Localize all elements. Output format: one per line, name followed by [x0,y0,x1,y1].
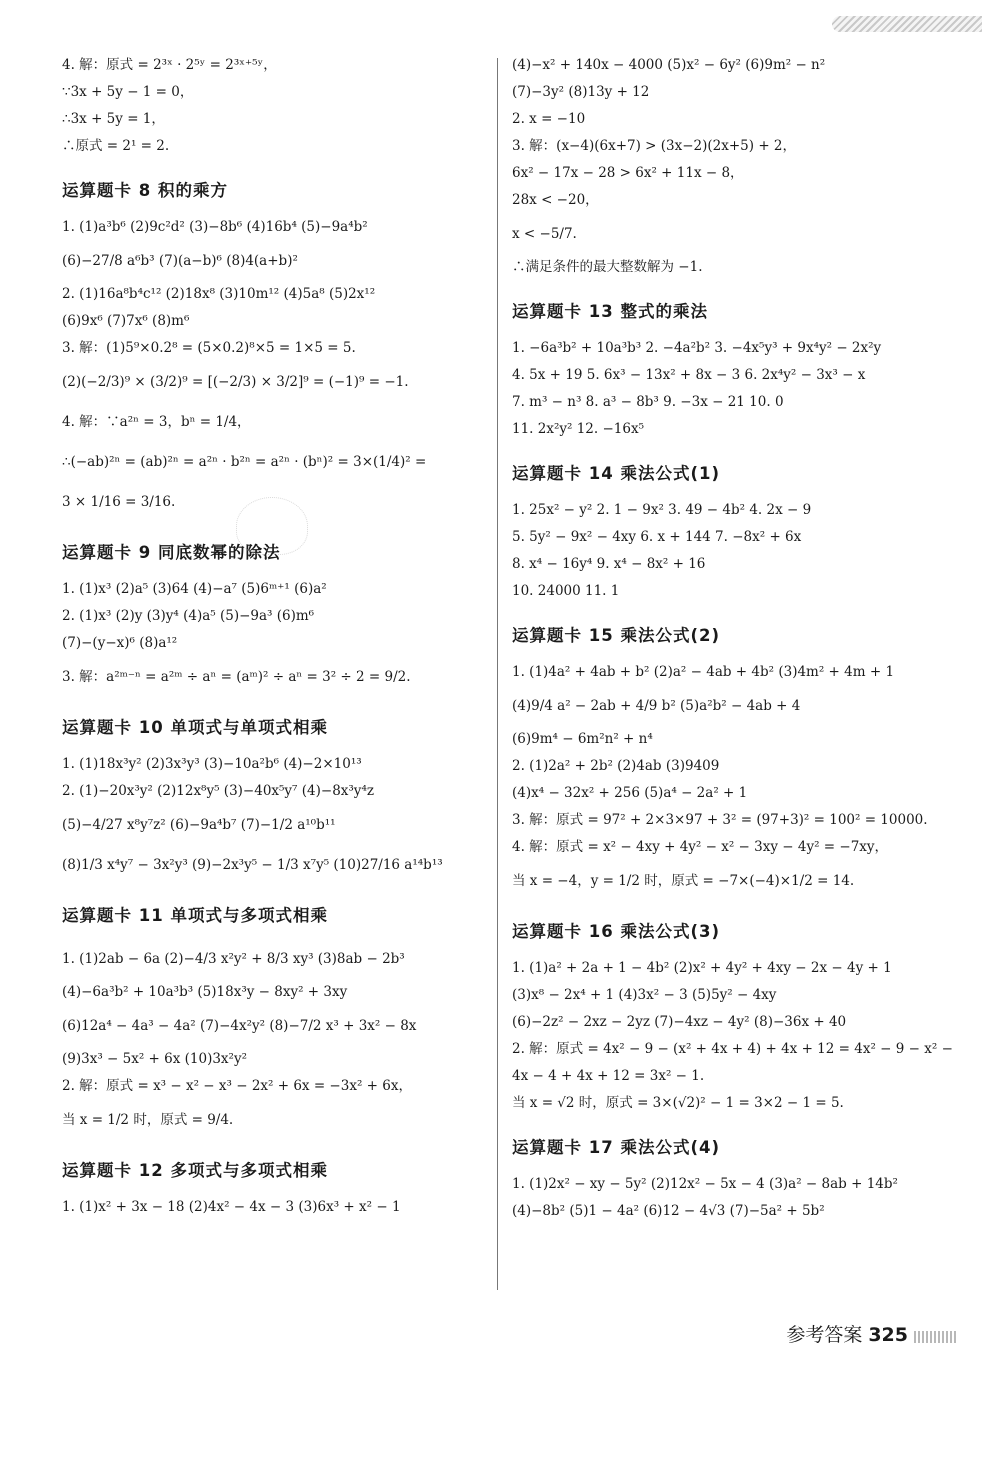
section-title: 运算题卡 14 乘法公式(1) [512,464,721,483]
answer-line: 11. 2x²y² 12. −16x⁵ [512,421,644,437]
answer-section [62,174,487,522]
answer-line: 8. x⁴ − 16y⁴ 9. x⁴ − 8x² + 16 [512,556,706,572]
answer-line: 2. (1)x³ (2)y (3)y⁴ (4)a⁵ (5)−9a³ (6)m⁶ [62,608,315,624]
answer-line: ∴满足条件的最大整数解为 −1. [512,259,703,275]
answer-line: 1. (1)18x³y² (2)3x³y³ (3)−10a²b⁶ (4)−2×10¹³ [62,756,362,772]
page-footer [786,1317,958,1353]
answer-section [62,899,487,1140]
answer-line: (3)x⁸ − 2x⁴ + 1 (4)3x² − 3 (5)5y² − 4xy [512,987,777,1003]
section-title: 运算题卡 17 乘法公式(4) [512,1138,721,1157]
answer-section [62,711,487,885]
section-title: 运算题卡 8 积的乘方 [62,181,228,200]
answer-line: 1. (1)a³b⁶ (2)9c²d² (3)−8b⁶ (4)16b⁴ (5)−9a⁴b² [62,219,368,235]
section-title: 运算题卡 10 单项式与单项式相乘 [62,718,328,737]
answer-line: 4x − 4 + 4x + 12 = 3x² − 1. [512,1068,705,1084]
section-title: 运算题卡 12 多项式与多项式相乘 [62,1161,328,1180]
answer-line: 10. 24000 11. 1 [512,583,620,599]
section-title: 运算题卡 15 乘法公式(2) [512,626,721,645]
answer-line: (9)3x³ − 5x² + 6x (10)3x²y² [62,1051,247,1067]
answer-line: 4. 解：∵a²ⁿ = 3，bⁿ = 1/4， [62,414,251,430]
right-column [512,50,962,1225]
answer-line: (8)1/3 x⁴y⁷ − 3x²y³ (9)−2x³y⁵ − 1/3 x⁷y⁵ (10)27/16 a¹⁴b¹³ [62,857,443,873]
answer-line: 3. 解：(x−4)(6x+7) > (3x−2)(2x+5) + 2， [512,138,797,154]
answer-section [512,295,962,443]
section-title: 运算题卡 11 单项式与多项式相乘 [62,906,328,925]
answer-line: 1. 25x² − y² 2. 1 − 9x² 3. 49 − 4b² 4. 2x − 9 [512,502,812,518]
answer-line: 2. (1)−20x³y² (2)12x⁸y⁵ (3)−40x⁵y⁷ (4)−8x³y⁴z [62,783,374,799]
answer-line: (6)9x⁶ (7)7x⁶ (8)m⁶ [62,313,190,329]
answer-line: (4)9/4 a² − 2ab + 4/9 b² (5)a²b² − 4ab + 4 [512,698,801,714]
answer-section [512,52,962,281]
corner-decoration [832,16,982,32]
answer-line: 6x² − 17x − 28 > 6x² + 11x − 8， [512,165,744,181]
answer-line: ∴(−ab)²ⁿ = (ab)²ⁿ = a²ⁿ · b²ⁿ = a²ⁿ · (bⁿ)² = 3×(1/4)² = [62,454,427,470]
answer-line: 1. −6a³b² + 10a³b³ 2. −4a²b² 3. −4x⁵y³ + 9x⁴y² − 2x²y [512,340,882,356]
answer-line: 当 x = √2 时，原式 = 3×(√2)² − 1 = 3×2 − 1 = 5. [512,1095,844,1111]
answer-line: 1. (1)4a² + 4ab + b² (2)a² − 4ab + 4b² (3)4m² + 4m + 1 [512,664,895,680]
answer-line: x < −5/7. [512,226,577,242]
answer-line: 2. 解：原式 = x³ − x² − x³ − 2x² + 6x = −3x² + 6x， [62,1078,412,1094]
answer-line: (4)x⁴ − 32x² + 256 (5)a⁴ − 2a² + 1 [512,785,748,801]
answer-line: (6)9m⁴ − 6m²n² + n⁴ [512,731,653,747]
answer-line: ∵3x + 5y − 1 = 0， [62,84,194,100]
answer-line: 1. (1)x² + 3x − 18 (2)4x² − 4x − 3 (3)6x³ + x² − 1 [62,1199,401,1215]
answer-line: (4)−8b² (5)1 − 4a² (6)12 − 4√3 (7)−5a² + 5b² [512,1203,825,1219]
section-title: 运算题卡 16 乘法公式(3) [512,922,721,941]
answer-line: 1. (1)2ab − 6a (2)−4/3 x²y² + 8/3 xy³ (3)8ab − 2b³ [62,951,405,967]
answer-line: 3. 解：a²ᵐ⁻ⁿ = a²ᵐ ÷ aⁿ = (aᵐ)² ÷ aⁿ = 3² ÷ 2 = 9/2. [62,669,411,685]
answer-line: (4)−x² + 140x − 4000 (5)x² − 6y² (6)9m² − n² [512,57,826,73]
answer-line: (5)−4/27 x⁸y⁷z² (6)−9a⁴b⁷ (7)−1/2 a¹⁰b¹¹ [62,817,336,833]
answer-line: 4. 解：原式 = x² − 4xy + 4y² − x² − 3xy − 4y² = −7xy， [512,839,889,855]
section-title: 运算题卡 9 同底数幂的除法 [62,543,281,562]
answer-section [62,52,487,160]
answer-line: 当 x = −4，y = 1/2 时，原式 = −7×(−4)×1/2 = 14. [512,873,855,889]
answer-line: 4. 5x + 19 5. 6x³ − 13x² + 8x − 3 6. 2x⁴y² − 3x³ − x [512,367,866,383]
answer-line: 2. (1)2a² + 2b² (2)4ab (3)9409 [512,758,720,774]
column-divider [497,58,498,1290]
answer-line: (6)−2z² − 2xz − 2yz (7)−4xz − 4y² (8)−36x + 40 [512,1014,847,1030]
answer-line: 3 × 1/16 = 3/16. [62,494,176,510]
answer-line: ∴原式 = 2¹ = 2. [62,138,170,154]
answer-line: 5. 5y² − 9x² − 4xy 6. x + 144 7. −8x² + 6x [512,529,802,545]
answer-line: 1. (1)a² + 2a + 1 − 4b² (2)x² + 4y² + 4xy − 2x − 4y + 1 [512,960,892,976]
answer-section [512,619,962,901]
answer-line: 28x < −20， [512,192,599,208]
answer-line: (4)−6a³b² + 10a³b³ (5)18x³y − 8xy² + 3xy [62,984,348,1000]
answer-line: 2. (1)16a⁸b⁴c¹² (2)18x⁸ (3)10m¹² (4)5a⁸ (5)2x¹² [62,286,376,302]
answer-section [512,915,962,1117]
answer-section [62,1154,487,1221]
page-number: 325 [868,1324,908,1346]
answer-line: 2. 解：原式 = 4x² − 9 − (x² + 4x + 4) + 4x + 12 = 4x² − 9 − x² − [512,1041,953,1057]
answer-line: 4. 解：原式 = 2³ˣ · 2⁵ʸ = 2³ˣ⁺⁵ʸ， [62,57,277,73]
answer-line: 7. m³ − n³ 8. a³ − 8b³ 9. −3x − 21 10. 0 [512,394,784,410]
answer-line: 1. (1)2x² − xy − 5y² (2)12x² − 5x − 4 (3)a² − 8ab + 14b² [512,1176,898,1192]
answer-line: (6)−27/8 a⁶b³ (7)(a−b)⁶ (8)4(a+b)² [62,253,298,269]
answer-line: 3. 解：原式 = 97² + 2×3×97 + 3² = (97+3)² = 100² = 10000. [512,812,928,828]
answer-line: 2. x = −10 [512,111,586,127]
stamp-logo [236,497,308,555]
answer-line: (7)−3y² (8)13y + 12 [512,84,650,100]
answer-line: (6)12a⁴ − 4a³ − 4a² (7)−4x²y² (8)−7/2 x³ + 3x² − 8x [62,1018,417,1034]
answer-line: 3. 解：(1)5⁹×0.2⁸ = (5×0.2)⁸×5 = 1×5 = 5. [62,340,356,356]
answer-section [62,536,487,697]
answer-section [512,1131,962,1225]
left-column [62,50,487,1221]
answer-line: ∴3x + 5y = 1， [62,111,165,127]
answer-line: 1. (1)x³ (2)a⁵ (3)64 (4)−a⁷ (5)6ᵐ⁺¹ (6)a² [62,581,327,597]
footer-decoration [914,1331,958,1343]
answer-section [512,457,962,605]
footer-label: 参考答案 [786,1324,863,1346]
answer-line: (2)(−2/3)⁹ × (3/2)⁹ = [(−2/3) × 3/2]⁹ = (−1)⁹ = −1. [62,374,409,390]
section-title: 运算题卡 13 整式的乘法 [512,302,708,321]
answer-line: 当 x = 1/2 时，原式 = 9/4. [62,1112,234,1128]
answer-line: (7)−(y−x)⁶ (8)a¹² [62,635,178,651]
